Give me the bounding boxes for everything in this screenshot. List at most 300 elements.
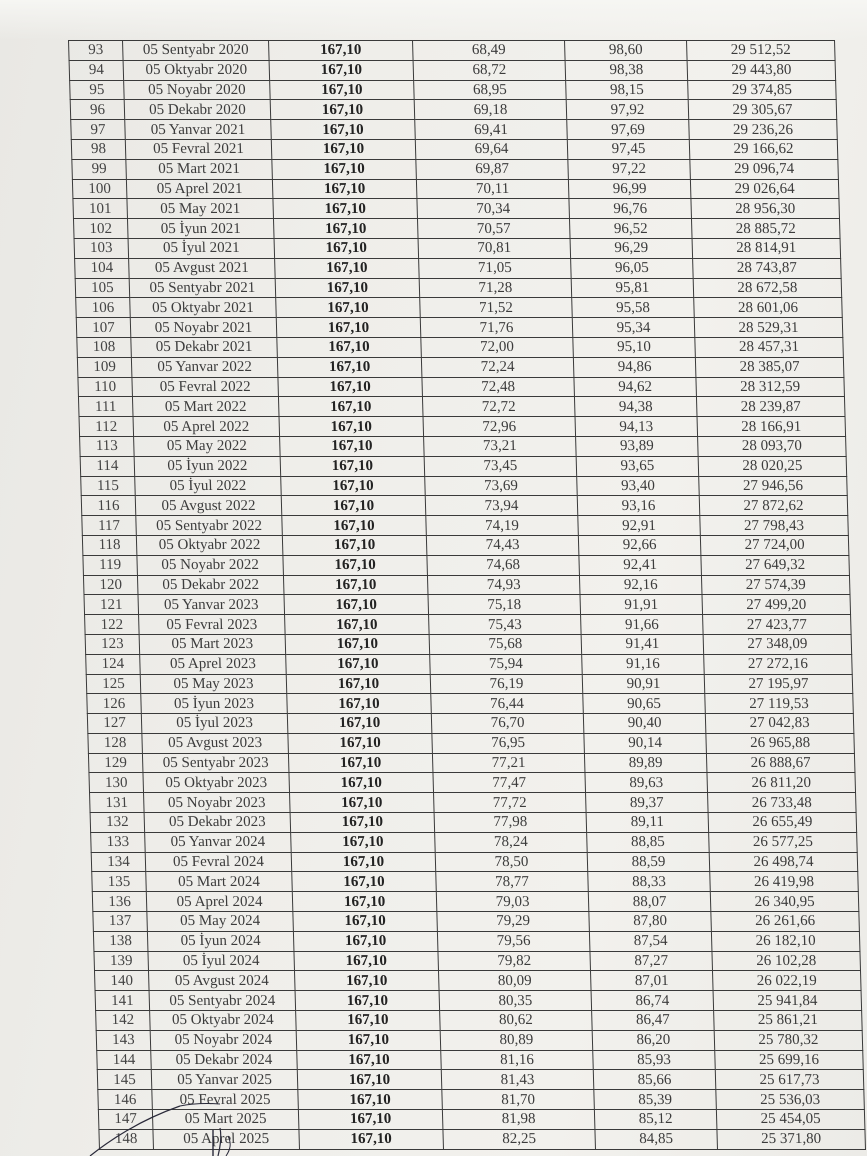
row-number-cell: 137 [93,912,148,932]
principal-amount-cell: 74,19 [426,516,579,536]
payment-date-cell: 05 Sentyabr 2023 [142,753,289,773]
row-number-cell: 132 [90,813,145,833]
payment-amount-cell: 167,10 [288,733,433,753]
table-row [93,931,860,951]
principal-amount-cell: 74,93 [427,575,580,595]
handwritten-mark [70,1100,300,1156]
row-number-cell: 130 [89,773,144,793]
principal-amount-cell: 81,43 [441,1070,594,1090]
payment-amount-cell: 167,10 [293,912,438,932]
payment-amount-cell: 167,10 [291,832,436,852]
table-row [72,179,839,199]
remaining-balance-cell: 29 236,26 [689,120,838,140]
principal-amount-cell: 71,28 [419,278,572,298]
payment-date-cell: 05 Sentyabr 2022 [136,516,283,536]
principal-amount-cell: 70,81 [418,238,571,258]
remaining-balance-cell: 26 655,49 [708,813,857,833]
principal-amount-cell: 69,64 [415,139,568,159]
table-row [92,872,859,892]
remaining-balance-cell: 29 374,85 [688,80,837,100]
remaining-balance-cell: 27 348,09 [703,634,852,654]
remaining-balance-cell: 27 119,53 [705,694,854,714]
remaining-balance-cell: 27 724,00 [700,535,849,555]
remaining-balance-cell: 29 305,67 [688,100,837,120]
principal-amount-cell: 73,45 [424,456,577,476]
payment-amount-cell: 167,10 [269,41,414,61]
payment-date-cell: 05 Mart 2023 [139,634,286,654]
row-number-cell: 99 [72,159,127,179]
payment-amount-cell: 167,10 [292,892,437,912]
interest-amount-cell: 97,45 [567,139,690,159]
row-number-cell: 110 [78,377,133,397]
row-number-cell: 131 [90,793,145,813]
payment-amount-cell: 167,10 [277,357,422,377]
interest-amount-cell: 95,34 [572,318,695,338]
payment-amount-cell: 167,10 [298,1110,443,1130]
interest-amount-cell: 87,01 [591,971,714,991]
row-number-cell: 141 [95,991,150,1011]
payment-amount-cell: 167,10 [278,397,423,417]
payment-date-cell: 05 Aprel 2023 [140,654,287,674]
interest-amount-cell: 94,13 [575,417,698,437]
payment-date-cell: 05 Yanvar 2023 [138,595,285,615]
remaining-balance-cell: 25 617,73 [715,1070,864,1090]
table-row [81,476,848,496]
payment-date-cell: 05 Dekabr 2021 [131,337,278,357]
payment-date-cell: 05 İyul 2022 [135,476,282,496]
payment-date-cell: 05 May 2022 [134,436,281,456]
row-number-cell: 100 [72,179,127,199]
table-row [78,397,845,417]
row-number-cell: 122 [85,615,140,635]
principal-amount-cell: 72,72 [422,397,575,417]
row-number-cell: 134 [91,852,146,872]
interest-amount-cell: 89,11 [586,813,709,833]
table-row [75,278,842,298]
interest-amount-cell: 97,92 [566,100,689,120]
table-row [97,1070,864,1090]
remaining-balance-cell: 27 649,32 [701,555,850,575]
interest-amount-cell: 95,81 [571,278,694,298]
interest-amount-cell: 87,54 [589,931,712,951]
row-number-cell: 145 [97,1070,152,1090]
remaining-balance-cell: 26 733,48 [708,793,857,813]
interest-amount-cell: 95,58 [572,298,695,318]
table-row [73,199,840,219]
payment-date-cell: 05 Mart 2024 [146,872,293,892]
principal-amount-cell: 77,72 [434,793,587,813]
remaining-balance-cell: 28 956,30 [691,199,840,219]
payment-date-cell: 05 Aprel 2021 [126,179,273,199]
principal-amount-cell: 76,19 [430,674,583,694]
principal-amount-cell: 80,35 [439,991,592,1011]
row-number-cell: 109 [77,357,132,377]
row-number-cell: 101 [73,199,128,219]
payment-date-cell: 05 Oktyabr 2022 [136,535,283,555]
interest-amount-cell: 97,69 [567,120,690,140]
table-row [87,714,854,734]
payment-date-cell: 05 Yanvar 2021 [125,120,272,140]
interest-amount-cell: 98,15 [566,80,689,100]
table-row [80,456,847,476]
payment-amount-cell: 167,10 [276,318,421,338]
payment-date-cell: 05 Noyabr 2021 [130,318,277,338]
row-number-cell: 128 [88,733,143,753]
row-number-cell: 97 [71,120,126,140]
interest-amount-cell: 85,66 [593,1070,716,1090]
principal-amount-cell: 78,24 [435,832,588,852]
table-row [94,951,861,971]
payment-amount-cell: 167,10 [274,238,419,258]
payment-date-cell: 05 Noyabr 2023 [144,793,291,813]
row-number-cell: 105 [75,278,130,298]
payment-amount-cell: 167,10 [292,872,437,892]
remaining-balance-cell: 28 093,70 [698,436,847,456]
row-number-cell: 120 [83,575,138,595]
payment-amount-cell: 167,10 [283,575,428,595]
payment-amount-cell: 167,10 [273,219,418,239]
row-number-cell: 117 [82,516,137,536]
principal-amount-cell: 72,00 [421,337,574,357]
payment-date-cell: 05 İyun 2022 [134,456,281,476]
payment-amount-cell: 167,10 [277,337,422,357]
table-row [91,852,858,872]
interest-amount-cell: 86,74 [591,991,714,1011]
principal-amount-cell: 75,94 [430,654,583,674]
payment-date-cell: 05 İyun 2024 [147,931,294,951]
table-row [76,298,843,318]
payment-amount-cell: 167,10 [288,753,433,773]
principal-amount-cell: 80,62 [440,1011,593,1031]
principal-amount-cell: 70,34 [417,199,570,219]
payment-amount-cell: 167,10 [281,476,426,496]
interest-amount-cell: 85,12 [594,1110,717,1130]
row-number-cell: 115 [81,476,136,496]
principal-amount-cell: 72,24 [421,357,574,377]
remaining-balance-cell: 27 499,20 [702,595,851,615]
remaining-balance-cell: 25 861,21 [714,1011,863,1031]
payment-date-cell: 05 İyul 2024 [148,951,295,971]
payment-schedule-table [68,40,866,1150]
table-row [77,357,844,377]
row-number-cell: 113 [80,436,135,456]
row-number-cell: 139 [94,951,149,971]
remaining-balance-cell: 26 261,66 [711,912,860,932]
interest-amount-cell: 92,41 [579,555,702,575]
remaining-balance-cell: 28 385,07 [695,357,844,377]
row-number-cell: 140 [95,971,150,991]
row-number-cell: 111 [78,397,133,417]
interest-amount-cell: 94,86 [573,357,696,377]
table-row [95,971,862,991]
row-number-cell: 107 [76,318,131,338]
interest-amount-cell: 96,05 [571,258,694,278]
table-row [79,417,846,437]
payment-date-cell: 05 İyul 2023 [141,714,288,734]
remaining-balance-cell: 27 798,43 [700,516,849,536]
payment-amount-cell: 167,10 [286,654,431,674]
payment-date-cell: 05 Yanvar 2025 [151,1070,298,1090]
payment-date-cell: 05 Dekabr 2023 [144,813,291,833]
principal-amount-cell: 77,98 [434,813,587,833]
interest-amount-cell: 88,85 [587,832,710,852]
row-number-cell: 144 [97,1050,152,1070]
interest-amount-cell: 94,62 [574,377,697,397]
payment-amount-cell: 167,10 [284,595,429,615]
payment-amount-cell: 167,10 [298,1090,443,1110]
table-row [71,139,838,159]
payment-date-cell: 05 May 2021 [127,199,274,219]
remaining-balance-cell: 25 536,03 [716,1090,865,1110]
payment-date-cell: 05 Noyabr 2020 [124,80,271,100]
interest-amount-cell: 93,65 [576,456,699,476]
principal-amount-cell: 70,11 [416,179,569,199]
table-row [75,258,842,278]
payment-date-cell: 05 Oktyabr 2024 [150,1011,297,1031]
row-number-cell: 96 [70,100,125,120]
interest-amount-cell: 92,91 [578,516,701,536]
remaining-balance-cell: 26 498,74 [709,852,858,872]
payment-amount-cell: 167,10 [272,179,417,199]
table-row [88,733,855,753]
interest-amount-cell: 98,38 [565,60,688,80]
interest-amount-cell: 91,91 [580,595,703,615]
payment-amount-cell: 167,10 [283,555,428,575]
table-row [95,991,862,1011]
principal-amount-cell: 82,25 [443,1129,596,1149]
payment-date-cell: 05 Sentyabr 2021 [129,278,276,298]
row-number-cell: 143 [96,1030,151,1050]
interest-amount-cell: 96,99 [568,179,691,199]
principal-amount-cell: 76,44 [431,694,584,714]
interest-amount-cell: 92,16 [579,575,702,595]
principal-amount-cell: 77,47 [433,773,586,793]
payment-date-cell: 05 Mart 2022 [132,397,279,417]
table-row [83,555,850,575]
principal-amount-cell: 68,49 [413,41,566,61]
payment-date-cell: 05 İyul 2021 [128,238,275,258]
remaining-balance-cell: 26 965,88 [706,733,855,753]
payment-date-cell: 05 Mart 2021 [126,159,273,179]
payment-date-cell: 05 Aprel 2024 [146,892,293,912]
interest-amount-cell: 95,10 [573,337,696,357]
table-row [83,575,850,595]
principal-amount-cell: 80,09 [439,971,592,991]
payment-date-cell: 05 Yanvar 2022 [131,357,278,377]
row-number-cell: 121 [84,595,139,615]
principal-amount-cell: 68,95 [414,80,567,100]
remaining-balance-cell: 28 020,25 [698,456,847,476]
remaining-balance-cell: 28 312,59 [696,377,845,397]
row-number-cell: 142 [96,1011,151,1031]
payment-amount-cell: 167,10 [272,159,417,179]
remaining-balance-cell: 28 601,06 [694,298,843,318]
table-row [73,219,840,239]
payment-amount-cell: 167,10 [269,60,414,80]
principal-amount-cell: 79,29 [437,912,590,932]
payment-amount-cell: 167,10 [279,417,424,437]
interest-amount-cell: 91,66 [581,615,704,635]
principal-amount-cell: 71,76 [420,318,573,338]
row-number-cell: 125 [86,674,141,694]
table-row [97,1050,864,1070]
remaining-balance-cell: 25 780,32 [714,1030,863,1050]
remaining-balance-cell: 26 888,67 [706,753,855,773]
interest-amount-cell: 90,40 [583,714,706,734]
interest-amount-cell: 97,22 [568,159,691,179]
remaining-balance-cell: 27 574,39 [701,575,850,595]
interest-amount-cell: 86,47 [592,1011,715,1031]
principal-amount-cell: 69,18 [414,100,567,120]
principal-amount-cell: 81,70 [442,1090,595,1110]
remaining-balance-cell: 28 166,91 [697,417,846,437]
table-row [88,753,855,773]
payment-date-cell: 05 Fevral 2024 [145,852,292,872]
payment-amount-cell: 167,10 [273,199,418,219]
payment-amount-cell: 167,10 [297,1070,442,1090]
table-row [81,496,848,516]
payment-amount-cell: 167,10 [275,258,420,278]
payment-date-cell: 05 Fevral 2021 [125,139,272,159]
interest-amount-cell: 87,27 [590,951,713,971]
principal-amount-cell: 73,69 [425,476,578,496]
payment-date-cell: 05 Avgust 2021 [129,258,276,278]
remaining-balance-cell: 26 340,95 [710,892,859,912]
row-number-cell: 112 [79,417,134,437]
payment-date-cell: 05 İyun 2021 [127,219,274,239]
principal-amount-cell: 79,03 [436,892,589,912]
payment-date-cell: 05 Noyabr 2024 [150,1030,297,1050]
row-number-cell: 126 [87,694,142,714]
payment-date-cell: 05 Avgust 2024 [149,971,296,991]
remaining-balance-cell: 25 941,84 [713,991,862,1011]
payment-amount-cell: 167,10 [286,674,431,694]
principal-amount-cell: 72,48 [422,377,575,397]
interest-amount-cell: 90,14 [584,733,707,753]
row-number-cell: 104 [75,258,130,278]
payment-date-cell: 05 Avgust 2022 [135,496,282,516]
row-number-cell: 118 [82,535,137,555]
payment-date-cell: 05 İyun 2023 [141,694,288,714]
payment-date-cell: 05 Mart 2025 [152,1110,299,1130]
payment-date-cell: 05 Fevral 2022 [132,377,279,397]
principal-amount-cell: 78,50 [435,852,588,872]
interest-amount-cell: 98,60 [565,41,688,61]
row-number-cell: 146 [98,1090,153,1110]
schedule-body [69,41,866,1150]
row-number-cell: 147 [98,1110,153,1130]
payment-amount-cell: 167,10 [295,971,440,991]
principal-amount-cell: 69,41 [415,120,568,140]
interest-amount-cell: 92,66 [578,535,701,555]
payment-date-cell: 05 Sentyabr 2024 [149,991,296,1011]
remaining-balance-cell: 26 102,28 [712,951,861,971]
payment-amount-cell: 167,10 [291,852,436,872]
table-row [80,436,847,456]
payment-amount-cell: 167,10 [271,120,416,140]
remaining-balance-cell: 27 946,56 [699,476,848,496]
interest-amount-cell: 96,52 [569,219,692,239]
table-row [96,1011,863,1031]
interest-amount-cell: 93,40 [577,476,700,496]
interest-amount-cell: 85,39 [594,1090,717,1110]
row-number-cell: 136 [92,892,147,912]
interest-amount-cell: 94,38 [574,397,697,417]
remaining-balance-cell: 29 512,52 [687,41,836,61]
row-number-cell: 138 [93,931,148,951]
payment-amount-cell: 167,10 [293,931,438,951]
remaining-balance-cell: 28 529,31 [694,318,843,338]
row-number-cell: 124 [86,654,141,674]
payment-date-cell: 05 Fevral 2023 [139,615,286,635]
payment-amount-cell: 167,10 [299,1129,444,1149]
remaining-balance-cell: 29 166,62 [689,139,838,159]
principal-amount-cell: 77,21 [432,753,585,773]
payment-amount-cell: 167,10 [270,100,415,120]
payment-amount-cell: 167,10 [289,773,434,793]
payment-date-cell: 05 Dekabr 2020 [124,100,271,120]
table-row [96,1030,863,1050]
row-number-cell: 148 [99,1129,154,1149]
payment-date-cell: 05 Aprel 2025 [153,1129,300,1149]
table-row [85,615,852,635]
payment-date-cell: 05 Oktyabr 2020 [123,60,270,80]
principal-amount-cell: 71,05 [419,258,572,278]
payment-amount-cell: 167,10 [294,951,439,971]
payment-amount-cell: 167,10 [280,436,425,456]
row-number-cell: 135 [92,872,147,892]
payment-date-cell: 05 Dekabr 2022 [137,575,284,595]
payment-date-cell: 05 Aprel 2022 [133,417,280,437]
interest-amount-cell: 90,91 [582,674,705,694]
table-row [72,159,839,179]
table-row [82,516,849,536]
remaining-balance-cell: 28 672,58 [693,278,842,298]
principal-amount-cell: 74,43 [426,535,579,555]
interest-amount-cell: 87,80 [589,912,712,932]
principal-amount-cell: 68,72 [413,60,566,80]
remaining-balance-cell: 25 699,16 [715,1050,864,1070]
row-number-cell: 106 [76,298,131,318]
principal-amount-cell: 79,56 [437,931,590,951]
row-number-cell: 114 [80,456,135,476]
interest-amount-cell: 86,20 [592,1030,715,1050]
interest-amount-cell: 89,89 [584,753,707,773]
interest-amount-cell: 89,37 [586,793,709,813]
principal-amount-cell: 75,68 [429,634,582,654]
payment-amount-cell: 167,10 [297,1050,442,1070]
interest-amount-cell: 93,16 [577,496,700,516]
payment-date-cell: 05 Oktyabr 2021 [130,298,277,318]
principal-amount-cell: 73,21 [424,436,577,456]
payment-amount-cell: 167,10 [278,377,423,397]
payment-date-cell: 05 Fevral 2025 [152,1090,299,1110]
table-row [89,773,856,793]
table-row [86,674,853,694]
interest-amount-cell: 96,29 [570,238,693,258]
payment-amount-cell: 167,10 [281,496,426,516]
row-number-cell: 93 [69,41,124,61]
payment-amount-cell: 167,10 [271,139,416,159]
row-number-cell: 95 [70,80,125,100]
remaining-balance-cell: 28 239,87 [696,397,845,417]
remaining-balance-cell: 27 272,16 [704,654,853,674]
table-row [69,41,836,61]
payment-date-cell: 05 Noyabr 2022 [137,555,284,575]
principal-amount-cell: 75,18 [428,595,581,615]
payment-date-cell: 05 Oktyabr 2023 [143,773,290,793]
payment-amount-cell: 167,10 [295,991,440,1011]
